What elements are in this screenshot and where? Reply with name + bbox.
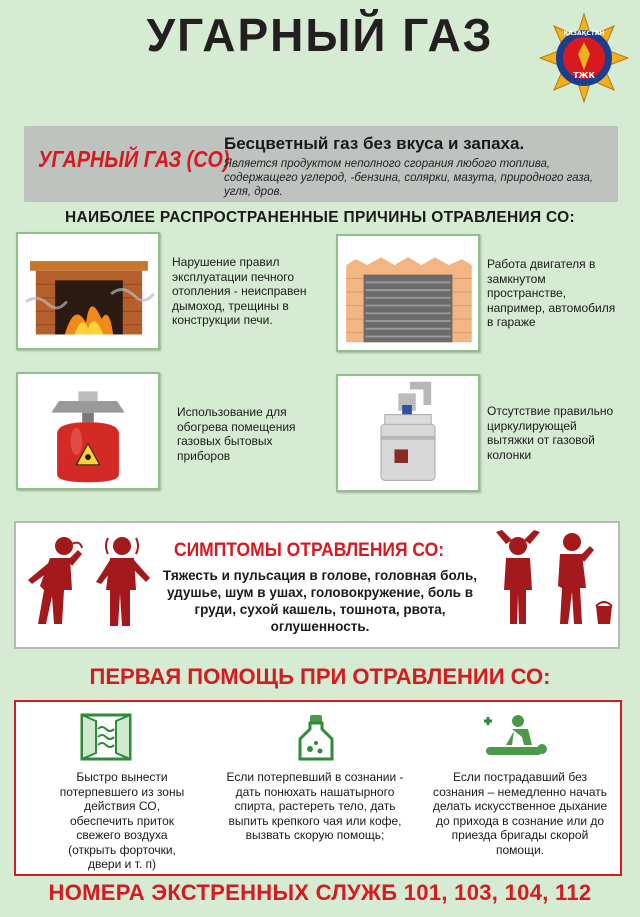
cause-text-garage: Работа двигателя в замкнутом пространстве, например, автомобиля в гараже bbox=[487, 257, 616, 329]
fireplace-icon bbox=[18, 234, 158, 348]
symptoms-text: Тяжесть и пульсация в голове, головная боль, удушье, шум в ушах, головокружение, боль в груди, сухой кашель, тошнота, рвота, оглушенность. bbox=[162, 568, 478, 634]
cause-image-water-heater bbox=[336, 374, 480, 492]
cause-image-gas-heater bbox=[16, 372, 160, 490]
symptoms-title: СИМПТОМЫ ОТРАВЛЕНИЯ СО: bbox=[174, 540, 445, 561]
cause-text-water-heater: Отсутствие правильно циркулирующей вытяжки от газовой колонки bbox=[487, 404, 614, 462]
dizzy-person-icon bbox=[88, 532, 154, 630]
garage-door-icon bbox=[338, 236, 478, 350]
coughing-person-icon bbox=[20, 534, 88, 630]
gas-cylinder-heater-icon bbox=[18, 374, 158, 488]
cause-image-fireplace bbox=[16, 232, 160, 350]
definition-band bbox=[24, 126, 618, 202]
open-window-icon bbox=[80, 713, 132, 761]
cause-image-garage bbox=[336, 234, 480, 352]
emblem-center-text: ТЖК bbox=[573, 71, 595, 80]
first-aid-title: ПЕРВАЯ ПОМОЩЬ ПРИ ОТРАВЛЕНИИ СО: bbox=[89, 664, 551, 689]
first-aid-text-3: Если пострадавший без сознания – немедленно начать делать искусственное дыхание до прихода в сознание или до приезда бригады скорой помощи. bbox=[432, 770, 608, 857]
emergency-numbers: НОМЕРА ЭКСТРЕННЫХ СЛУЖБ 101, 103, 104, 112 bbox=[48, 880, 592, 905]
headache-person-icon bbox=[490, 528, 546, 628]
nauseous-person-icon bbox=[548, 528, 618, 628]
definition-text: Является продуктом неполного сгорания любого топлива, содержащего углерод, -бензина, солярки, мазута, природного газа, угля, дров. bbox=[224, 158, 594, 198]
emergency-service-emblem-icon bbox=[538, 12, 630, 104]
definition-heading: Бесцветный газ без вкуса и запаха. bbox=[224, 134, 525, 153]
first-aid-text-2: Если потерпевший в сознании - дать понюхать нашатырного спирта, растереть тело, дать выпить крепкого чая или кофе, вызвать скорую помощь; bbox=[226, 770, 404, 842]
definition-label: УГАРНЫЙ ГАЗ (СО) bbox=[38, 146, 230, 172]
page-title: УГАРНЫЙ ГАЗ bbox=[146, 9, 494, 61]
causes-title: НАИБОЛЕЕ РАСПРОСТРАНЕННЫЕ ПРИЧИНЫ ОТРАВЛЕНИЯ СО: bbox=[65, 209, 575, 226]
first-aid-text-1: Быстро вынести потерпевшего из зоны действия СО, обеспечить приток свежего воздуха (открыть форточки, двери и т. п) bbox=[59, 770, 185, 871]
cause-text-gas-heater: Использование для обогрева помещения газовых бытовых приборов bbox=[177, 405, 296, 463]
emblem-top-text: ҚАЗАҚСТАН bbox=[563, 30, 605, 37]
cpr-icon bbox=[478, 711, 550, 761]
ammonia-bottle-icon bbox=[296, 713, 336, 763]
gas-water-heater-icon bbox=[338, 376, 478, 490]
cause-text-fireplace: Нарушение правил эксплуатации печного отопления - неисправен дымоход, трещины в конструкции печи. bbox=[172, 255, 307, 327]
